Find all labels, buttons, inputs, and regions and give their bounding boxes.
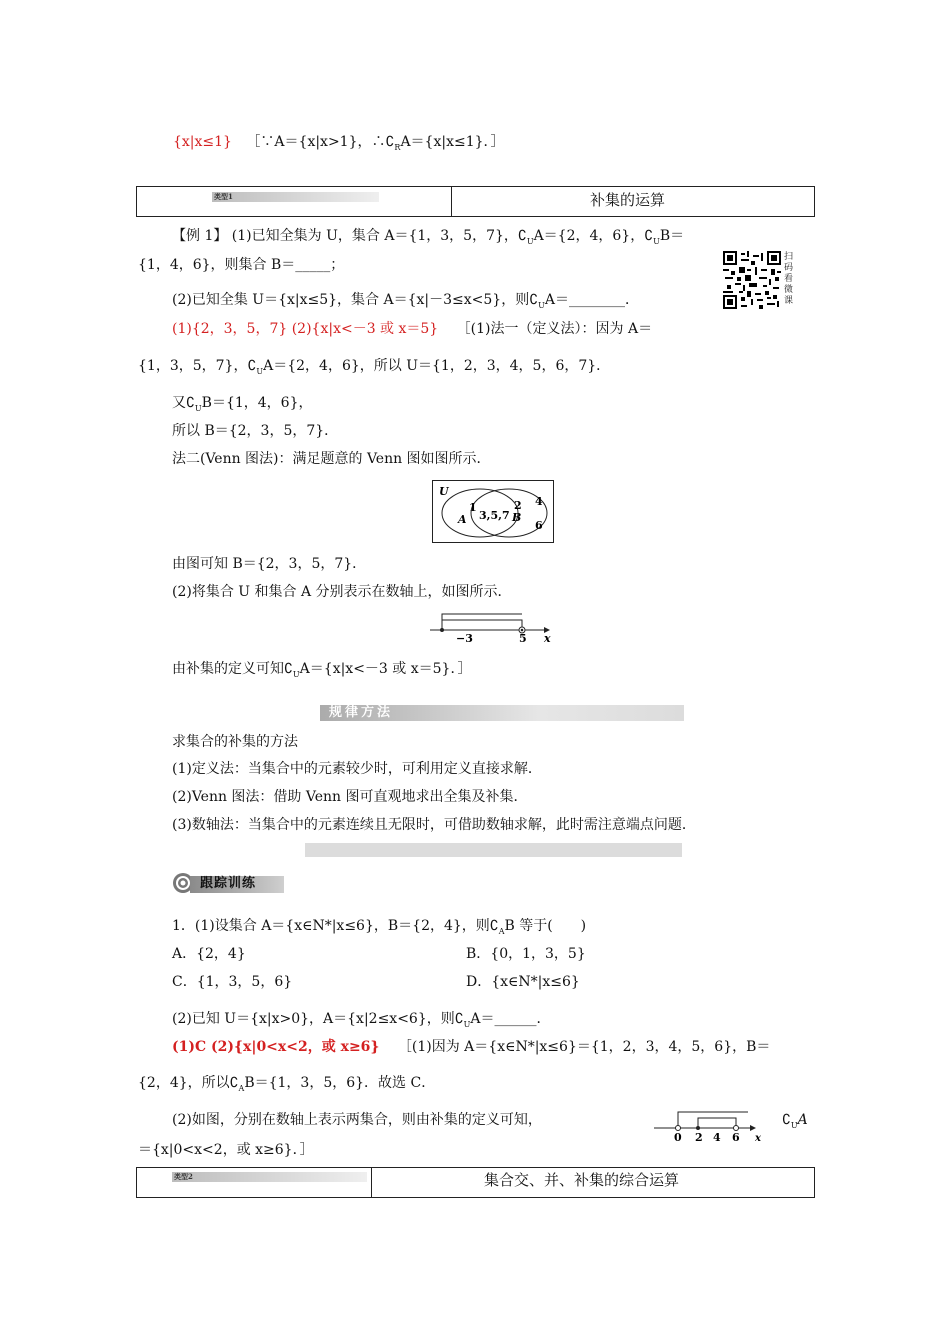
answer-1-line-3 bbox=[172, 393, 313, 419]
venn-intersection: 3,5,7 bbox=[479, 509, 510, 522]
qr-caption: 扫码看微课 bbox=[784, 252, 794, 306]
venn-label-b: B bbox=[512, 511, 522, 524]
method-item-2: (2)Venn 图法：借助 Venn 图可直观地求出全集及补集． bbox=[172, 789, 528, 805]
subscript: U bbox=[653, 236, 660, 246]
q1-stem bbox=[172, 916, 586, 942]
answer-1-line-6: 由图可知 B＝{2，3，5，7}． bbox=[172, 556, 367, 572]
solution-text: ［∵A＝{x|x>1}，∴∁ bbox=[246, 134, 395, 150]
example-1-line-1 bbox=[172, 226, 684, 252]
answer-1-line-2 bbox=[138, 356, 610, 382]
axis2-tick-6: 6 bbox=[732, 1131, 740, 1144]
subscript: R bbox=[394, 142, 401, 152]
q1-option-b[interactable]: B．{0，1，3，5} bbox=[466, 946, 586, 962]
text: {1，3，5，7}，∁ bbox=[138, 358, 257, 374]
method-heading: 规律方法 bbox=[329, 705, 394, 720]
method-title: 求集合的补集的方法 bbox=[172, 734, 298, 750]
axis2-var: x bbox=[755, 1133, 761, 1144]
subscript: U bbox=[194, 403, 202, 413]
text: 又∁ bbox=[172, 395, 195, 411]
q1-answer-line-1 bbox=[172, 1037, 770, 1057]
text: B＝ bbox=[659, 228, 685, 244]
venn-b-only: 2 bbox=[514, 499, 522, 512]
example-1-line-3 bbox=[172, 290, 639, 316]
text: {2，4}，所以∁ bbox=[138, 1075, 239, 1091]
solution-tail: A＝{x|x≤1}．］ bbox=[400, 134, 505, 150]
type1-tag-bar bbox=[212, 192, 379, 202]
answer-1-line-7: (2)将集合 U 和集合 A 分别表示在数轴上，如图所示． bbox=[172, 584, 512, 600]
subscript: U bbox=[463, 1019, 471, 1029]
method-footer-bar bbox=[305, 843, 682, 857]
answer-1-line-4: 所以 B＝{2，3，5，7}． bbox=[172, 423, 339, 439]
axis2-tick-4: 4 bbox=[713, 1131, 721, 1144]
axis2-tick-0: 0 bbox=[674, 1131, 682, 1144]
answer-line-0 bbox=[173, 132, 505, 158]
text: (2)已知全集 U＝{x|x≤5}，集合 A＝{x|－3≤x<5}，则∁ bbox=[172, 292, 539, 308]
axis1-left-label: −3 bbox=[456, 632, 473, 644]
subscript: U bbox=[256, 366, 264, 376]
text: 【例 1】 (1)已知全集为 U，集合 A＝{1，3，5，7}，∁ bbox=[172, 228, 527, 244]
qr-code-icon[interactable] bbox=[723, 251, 781, 309]
number-line-1 bbox=[428, 608, 558, 644]
q1-answer-line-3-tail bbox=[782, 1110, 808, 1136]
q1-answer-line-3: (2)如图，分别在数轴上表示两集合，则由补集的定义可知， bbox=[172, 1112, 542, 1128]
text: ［(1)因为 A＝{x∈N*|x≤6}＝{1，2，3，4，5，6}，B＝ bbox=[397, 1039, 771, 1055]
subscript: U bbox=[526, 236, 534, 246]
q1-answer-line-2 bbox=[138, 1073, 435, 1099]
answer-1-line-5: 法二(Venn 图法)：满足题意的 Venn 图如图所示． bbox=[172, 451, 491, 467]
text: ［(1)法一（定义法）：因为 A＝ bbox=[456, 321, 653, 337]
answer-1-line-1 bbox=[172, 319, 652, 339]
q1-part-2 bbox=[172, 1009, 551, 1035]
venn-label-u: U bbox=[439, 485, 449, 498]
answer-red: {x|x≤1} bbox=[173, 134, 232, 150]
text: 1．(1)设集合 A＝{x∈N*|x≤6}，B＝{2，4}，则∁ bbox=[172, 918, 499, 934]
text: ∁ bbox=[782, 1112, 791, 1128]
type1-divider bbox=[451, 186, 452, 217]
text: 由补集的定义可知∁ bbox=[172, 661, 293, 677]
text: B＝{1，4，6}， bbox=[201, 395, 313, 411]
text: A＝{2，4，6}，∁ bbox=[533, 228, 654, 244]
type1-tag: 类型1 bbox=[214, 192, 233, 201]
q1-option-c[interactable]: C．{1，3，5，6} bbox=[172, 974, 293, 990]
text: B＝{1，3，5，6}．故选 C． bbox=[244, 1075, 436, 1091]
method-item-3: (3)数轴法：当集合中的元素连续且无限时，可借助数轴求解，此时需注意端点问题． bbox=[172, 817, 696, 833]
subscript: U bbox=[292, 669, 300, 679]
text: A bbox=[797, 1112, 808, 1128]
text: A＝________． bbox=[544, 292, 639, 308]
answer-red: (1){2，3，5，7} (2){x|x<－3 或 x＝5} bbox=[172, 321, 439, 337]
subscript: U bbox=[790, 1120, 798, 1130]
method-item-1: (1)定义法：当集合中的元素较少时，可利用定义直接求解． bbox=[172, 761, 542, 777]
venn-outside-4: 4 bbox=[535, 495, 543, 508]
axis2-tick-2: 2 bbox=[695, 1131, 703, 1144]
axis1-right-label: 5 bbox=[519, 632, 527, 644]
axis1-var: x bbox=[544, 632, 551, 644]
text: B 等于( ) bbox=[504, 918, 587, 934]
subscript: U bbox=[538, 300, 545, 310]
text: A＝{x|x<－3 或 x＝5}．］ bbox=[299, 661, 472, 677]
subscript: A bbox=[238, 1083, 245, 1093]
subscript: A bbox=[498, 926, 505, 936]
example-1-line-2: {1，4，6}，则集合 B＝_____； bbox=[138, 257, 345, 273]
venn-diagram bbox=[432, 480, 554, 543]
text: (2)已知 U＝{x|x>0}，A＝{x|2≤x<6}，则∁ bbox=[172, 1011, 464, 1027]
type1-title: 补集的运算 bbox=[590, 191, 666, 209]
type2-tag-bar bbox=[172, 1172, 367, 1182]
text: A＝______． bbox=[470, 1011, 551, 1027]
q1-option-d[interactable]: D．{x∈N*|x≤6} bbox=[466, 974, 580, 990]
venn-outside-6: 6 bbox=[535, 519, 543, 532]
type2-divider bbox=[371, 1167, 372, 1198]
practice-heading: 跟踪训练 bbox=[200, 876, 257, 891]
q1-option-a[interactable]: A．{2，4} bbox=[172, 946, 246, 962]
type2-tag: 类型2 bbox=[174, 1172, 193, 1181]
number-line-2 bbox=[652, 1104, 764, 1144]
type2-title: 集合交、并、补集的综合运算 bbox=[484, 1171, 680, 1189]
answer-1-line-8 bbox=[172, 659, 471, 685]
venn-label-a: A bbox=[458, 513, 467, 526]
q1-answer-line-4: ＝{x|0<x<2，或 x≥6}．］ bbox=[138, 1142, 314, 1158]
answer-red: (1)C (2){x|0<x<2，或 x≥6} bbox=[172, 1039, 380, 1055]
text: A＝{2，4，6}，所以 U＝{1，2，3，4，5，6，7}． bbox=[263, 358, 611, 374]
venn-a-only: 1 bbox=[469, 501, 477, 514]
